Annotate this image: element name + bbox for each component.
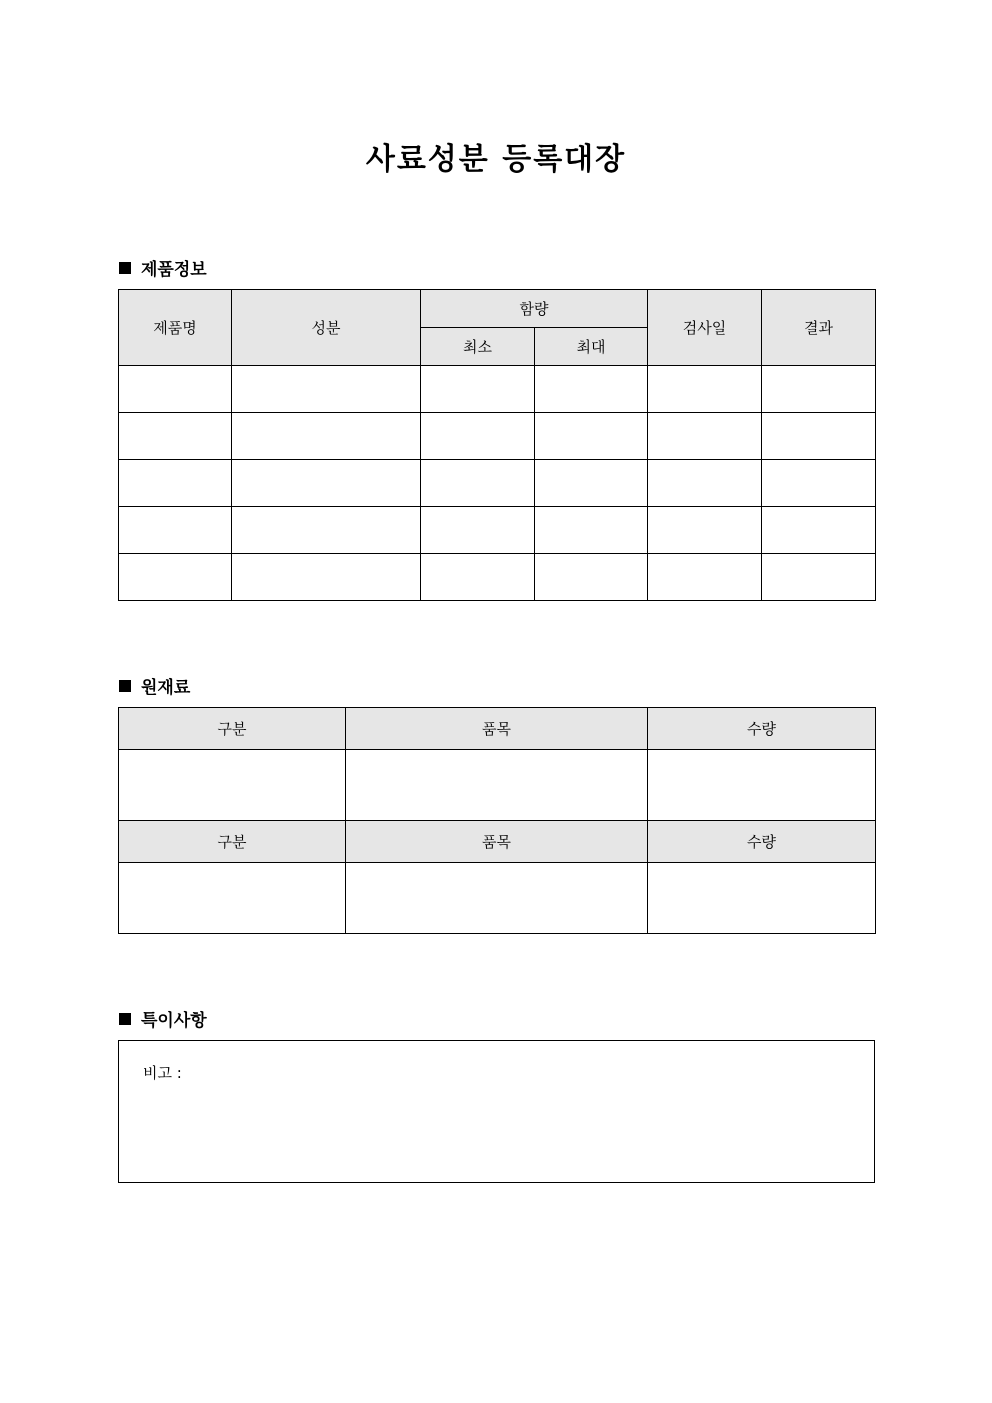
cell-min[interactable] (421, 460, 535, 507)
cell-min[interactable] (421, 413, 535, 460)
cell-max[interactable] (535, 554, 648, 601)
header-test-date: 검사일 (648, 290, 762, 366)
remarks-box[interactable] (118, 1040, 875, 1183)
cell-min[interactable] (421, 366, 535, 413)
cell-result[interactable] (762, 460, 876, 507)
cell-max[interactable] (535, 507, 648, 554)
cell-min[interactable] (421, 507, 535, 554)
header-ingredient: 성분 (232, 290, 421, 366)
cell-ingredient[interactable] (232, 507, 421, 554)
cell-product-name[interactable] (119, 366, 232, 413)
cell-item[interactable] (346, 863, 648, 934)
table-row (119, 507, 876, 554)
cell-test-date[interactable] (648, 460, 762, 507)
cell-test-date[interactable] (648, 413, 762, 460)
section-heading-product-label: 제품정보 (141, 260, 207, 280)
raw-materials-table (118, 707, 876, 934)
cell-max[interactable] (535, 460, 648, 507)
cell-category[interactable] (119, 863, 346, 934)
table-row (119, 460, 876, 507)
cell-test-date[interactable] (648, 366, 762, 413)
square-bullet-icon (119, 680, 131, 692)
cell-product-name[interactable] (119, 413, 232, 460)
cell-test-date[interactable] (648, 507, 762, 554)
product-info-table (118, 289, 876, 601)
table-row (119, 863, 876, 934)
table-row (119, 554, 876, 601)
cell-product-name[interactable] (119, 554, 232, 601)
cell-result[interactable] (762, 554, 876, 601)
cell-category[interactable] (119, 750, 346, 821)
header-min: 최소 (421, 328, 535, 366)
cell-max[interactable] (535, 413, 648, 460)
header-result: 결과 (762, 290, 876, 366)
square-bullet-icon (119, 262, 131, 274)
table-row (119, 413, 876, 460)
square-bullet-icon (119, 1013, 131, 1025)
section-heading-materials-label: 원재료 (141, 678, 191, 698)
header-category: 구분 (119, 708, 346, 750)
cell-test-date[interactable] (648, 554, 762, 601)
header-item: 품목 (346, 708, 648, 750)
cell-result[interactable] (762, 413, 876, 460)
table-row (119, 366, 876, 413)
cell-ingredient[interactable] (232, 413, 421, 460)
cell-quantity[interactable] (648, 863, 876, 934)
cell-product-name[interactable] (119, 507, 232, 554)
cell-ingredient[interactable] (232, 366, 421, 413)
cell-item[interactable] (346, 750, 648, 821)
header-quantity: 수량 (648, 708, 876, 750)
section-heading-remarks-label: 특이사항 (141, 1011, 207, 1031)
cell-ingredient[interactable] (232, 554, 421, 601)
header-category: 구분 (119, 821, 346, 863)
header-item: 품목 (346, 821, 648, 863)
cell-max[interactable] (535, 366, 648, 413)
remarks-label: 비고 : (143, 1064, 182, 1082)
header-max: 최대 (535, 328, 648, 366)
cell-product-name[interactable] (119, 460, 232, 507)
cell-result[interactable] (762, 366, 876, 413)
cell-quantity[interactable] (648, 750, 876, 821)
page-title: 사료성분 등록대장 (365, 142, 627, 177)
section-heading-remarks (119, 1006, 207, 1031)
header-quantity: 수량 (648, 821, 876, 863)
section-heading-materials (119, 673, 190, 698)
cell-min[interactable] (421, 554, 535, 601)
header-product-name: 제품명 (119, 290, 232, 366)
section-heading-product (119, 255, 207, 280)
cell-ingredient[interactable] (232, 460, 421, 507)
cell-result[interactable] (762, 507, 876, 554)
table-row (119, 750, 876, 821)
header-content: 함량 (421, 290, 648, 328)
